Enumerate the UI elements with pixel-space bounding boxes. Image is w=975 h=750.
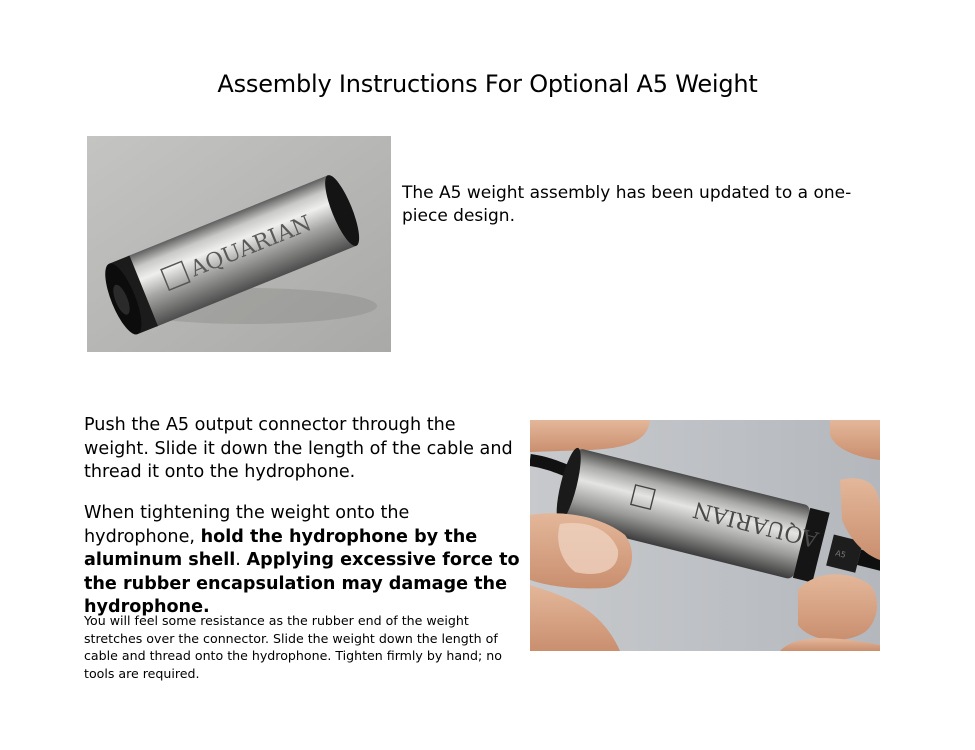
weight-product-photo [87, 136, 391, 352]
hands-assembly-photo [530, 420, 880, 651]
push-instruction: Push the A5 output connector through the weight. Slide it down the length of the cable and thread it onto the hydrophone. [84, 415, 513, 482]
tighten-intro-text: When tightening the weight onto the hydrophone, [84, 503, 410, 547]
hands-photo-engraving: AQUARIAN [690, 496, 821, 552]
tighten-instruction [84, 502, 524, 620]
intro-text: The A5 weight assembly has been updated to a one-piece design. [402, 183, 852, 226]
resistance-note: You will feel some resistance as the rubber end of the weight stretches over the connector. Slide the weight down the length of cable and thread onto the hydrophone. Tighten firmly by hand; no tools are required. [84, 613, 502, 681]
page-title: Assembly Instructions For Optional A5 Weight [217, 70, 758, 98]
hold-shell-emphasis: hold the hydrophone by the aluminum shell [84, 526, 478, 570]
force-warning: Applying excessive force to the rubber encapsulation may damage the hydrophone. [84, 550, 520, 617]
tighten-period: . [235, 550, 241, 570]
weight-engraving: AQUARIAN [187, 211, 316, 283]
connector-mark: A5 [834, 548, 847, 560]
